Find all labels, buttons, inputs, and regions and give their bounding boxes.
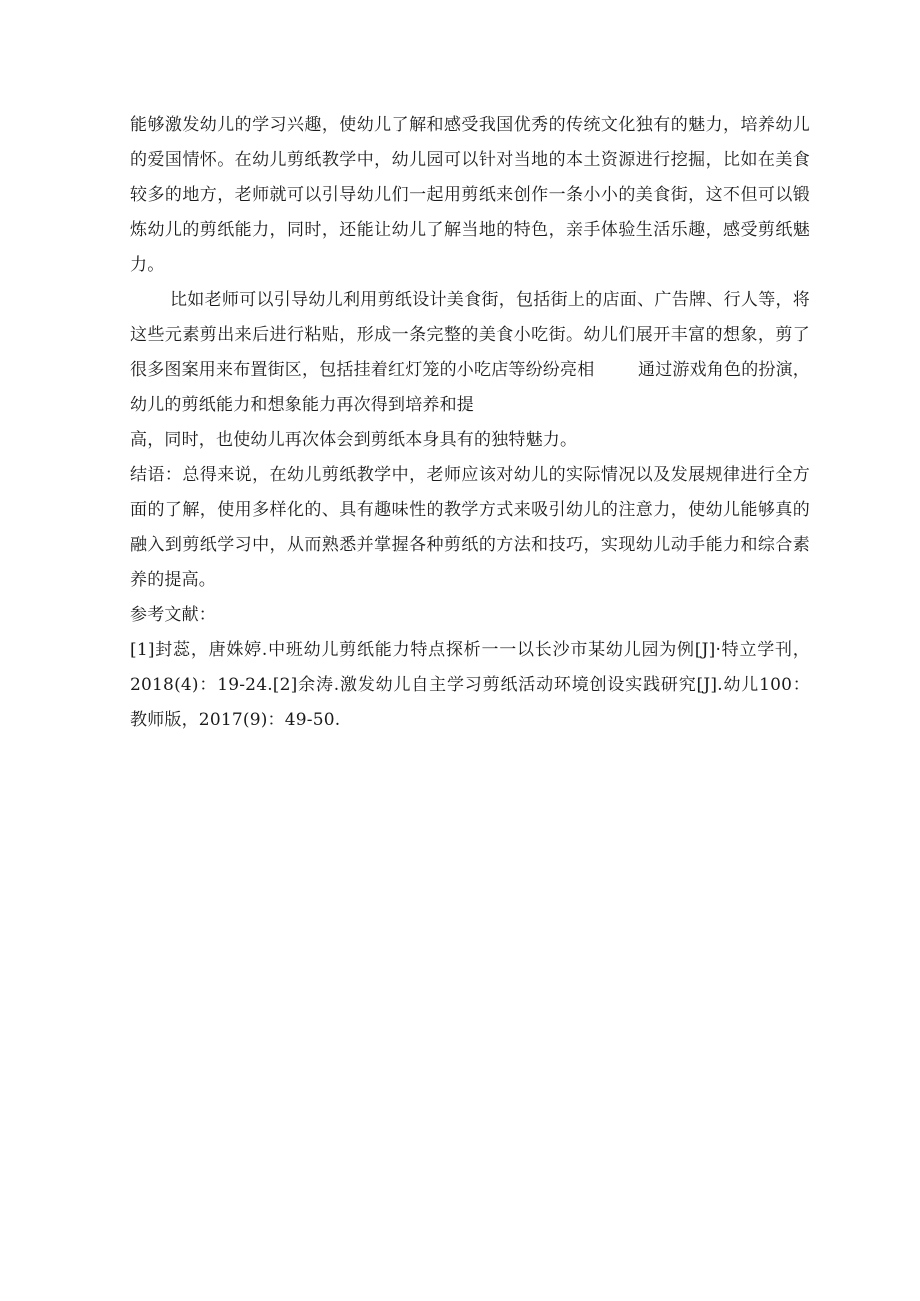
paragraph-line: 结语：总得来说，在幼儿剪纸教学中，老师应该对幼儿的实际情况以及发展规律进行全方 (130, 465, 810, 485)
paragraph-line: 能够激发幼儿的学习兴趣，使幼儿了解和感受我国优秀的传统文化独有的魅力，培养幼儿 (130, 115, 810, 135)
paragraph-line: 这些元素剪出来后进行粘贴，形成一条完整的美食小吃街。幼儿们展开丰富的想象，剪了 (130, 325, 810, 345)
paragraph-line: 炼幼儿的剪纸能力，同时，还能让幼儿了解当地的特色，亲手体验生活乐趣，感受剪纸魅 (130, 220, 810, 240)
paragraph-conclusion (130, 458, 810, 598)
paragraph-intro (130, 108, 810, 283)
paragraph-line: 高，同时，也使幼儿再次体会到剪纸本身具有的独特魅力。 (130, 430, 578, 450)
reference-line: 教师版，2017(9)：49-50. (130, 710, 341, 730)
paragraph-line: 比如老师可以引导幼儿利用剪纸设计美食街，包括街上的店面、广告牌、行人等，将 (170, 290, 810, 310)
paragraph-line: 面的了解，使用多样化的、具有趣味性的教学方式来吸引幼儿的注意力，使幼儿能够真的 (130, 500, 810, 520)
paragraph-line: 的爱国情怀。在幼儿剪纸教学中，幼儿园可以针对当地的本土资源进行挖掘，比如在美食 (130, 150, 810, 170)
paragraph-line: 融入到剪纸学习中，从而熟悉并掌握各种剪纸的方法和技巧，实现幼儿动手能力和综合素 (130, 535, 810, 555)
paragraph-line-split (130, 353, 810, 388)
references-section (130, 598, 810, 738)
document-page (130, 108, 810, 738)
paragraph-line-right: 通过游戏角色的扮演， (638, 360, 810, 380)
paragraph-line: 养的提高。 (130, 570, 216, 590)
reference-line: 2018(4)：19-24.[2]余涛.激发幼儿自主学习剪纸活动环境创设实践研究[J].幼儿100： (130, 675, 810, 695)
paragraph-line-left: 很多图案用来布置街区，包括挂着红灯笼的小吃店等纷纷亮相 (130, 360, 595, 380)
references-heading: 参考文献： (130, 605, 216, 625)
paragraph-food-street (130, 283, 810, 458)
paragraph-line: 力。 (130, 255, 165, 275)
paragraph-line: 幼儿的剪纸能力和想象能力再次得到培养和提 (130, 395, 474, 415)
paragraph-line: 较多的地方，老师就可以引导幼儿们一起用剪纸来创作一条小小的美食街，这不但可以锻 (130, 185, 810, 205)
reference-line: [1]封蕊，唐姝婷.中班幼儿剪纸能力特点探析一一以长沙市某幼儿园为例[J]·特立学刊， (130, 640, 810, 660)
